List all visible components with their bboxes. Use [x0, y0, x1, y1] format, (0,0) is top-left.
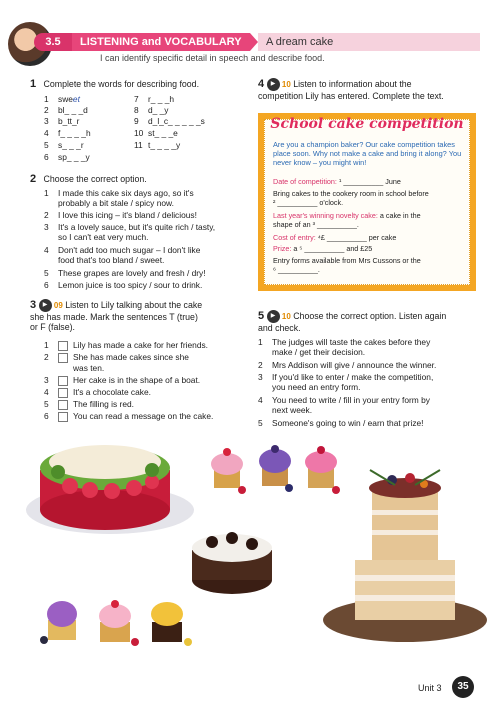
list-item: 1 I made this cake six days ago, so it's probably a bit stale / spicy now. — [44, 188, 194, 208]
poster-last-year-line: Last year's winning novelty cake: a cake in the shape of an ³ __________. — [273, 211, 421, 229]
exercise-number: 2 — [30, 173, 37, 185]
poster-title: School cake competition — [270, 116, 464, 132]
section-subtitle: A dream cake — [258, 33, 480, 51]
list-item: 6 You can read a message on the cake. — [44, 411, 214, 421]
list-item: 4 You need to write / fill in your entry form by next week. — [258, 395, 430, 415]
exercise-instruction: Listen to information about the — [293, 78, 412, 89]
audio-icon[interactable]: ▶ — [39, 299, 52, 312]
poster-date-line: Date of competition: ¹ __________ June — [273, 177, 401, 186]
list-item: 4 It's a chocolate cake. — [44, 387, 151, 397]
competition-poster — [258, 113, 476, 291]
list-item: 2 I love this icing – it's bland / delicious! — [44, 210, 197, 220]
rose-cake-image — [26, 445, 194, 534]
list-item: 5 The filling is red. — [44, 399, 134, 409]
list-item: 1 The judges will taste the cakes before they make / get their decision. — [258, 337, 431, 357]
track-number: 10 — [281, 79, 291, 89]
poster-forms-line: Entry forms available from Mrs Cussons or the ⁶ __________. — [273, 256, 421, 274]
header-arrow — [250, 33, 258, 51]
naked-cake-image — [323, 470, 487, 642]
list-item: 3 If you'd like to enter / make the competition, you need an entry form. — [258, 372, 434, 392]
poster-cost-line: Cost of entry: ⁴£ __________ per cake — [273, 233, 397, 242]
exercise-instruction-line: competition Lily has entered. Complete the text. — [258, 91, 444, 101]
track-number: 10 — [281, 311, 291, 321]
list-item: 8 d_ _y — [134, 105, 169, 115]
true-false-box[interactable] — [58, 388, 68, 398]
list-item: 11 t_ _ _ _y — [134, 140, 181, 150]
list-item: 4 Don't add too much sugar – I don't like food that's too bland / sweet. — [44, 245, 201, 265]
list-item: 2 Mrs Addison will give / announce the winner. — [258, 360, 437, 370]
list-item: 4 f_ _ _ _h — [44, 128, 91, 138]
audio-icon[interactable]: ▶ — [267, 78, 280, 91]
exercise-1-heading — [30, 78, 199, 90]
exercise-instruction: Choose the correct option. Listen again — [293, 310, 447, 321]
list-item: 6 Lemon juice is too spicy / sour to drink. — [44, 280, 203, 290]
list-item: 5 Someone's going to win / earn that prize! — [258, 418, 424, 428]
section-title: LISTENING and VOCABULARY — [72, 33, 250, 51]
exercise-instruction: Choose the correct option. — [43, 174, 147, 184]
cupcakes-top-image — [211, 445, 340, 494]
poster-bring-line: Bring cakes to the cookery room in school before ² __________ o'clock. — [273, 189, 429, 207]
poster-prize-line: Prize: a ⁵ __________ and £25 — [273, 244, 373, 253]
exercise-number: 3 — [30, 298, 37, 311]
audio-icon[interactable]: ▶ — [267, 310, 280, 323]
cake-photos — [0, 430, 492, 675]
list-item: 1 sweet — [44, 94, 80, 104]
true-false-box[interactable] — [58, 412, 68, 422]
learning-objective: I can identify specific detail in speech and describe food. — [100, 53, 325, 63]
true-false-box[interactable] — [58, 341, 68, 351]
chocolate-cake-image — [192, 532, 272, 594]
exercise-instruction-line: she has made. Mark the sentences T (true) — [30, 312, 198, 322]
list-item: 5 These grapes are lovely and fresh / dry! — [44, 268, 206, 278]
exercise-5-heading — [258, 310, 483, 333]
list-item: 6 sp_ _ _y — [44, 152, 90, 162]
exercise-2-heading — [30, 173, 147, 185]
list-item: 10 st_ _ _e — [134, 128, 178, 138]
exercise-instruction-line: or F (false). — [30, 322, 75, 332]
list-item: 2 She has made cakes since she was ten. — [44, 352, 189, 373]
list-item: 3 It's a lovely sauce, but it's quite rich / tasty, so I can't eat very much. — [44, 222, 216, 242]
true-false-box[interactable] — [58, 353, 68, 363]
list-item: 5 s_ _ _r — [44, 140, 84, 150]
unit-label: Unit 3 — [418, 683, 442, 693]
exercise-instruction: Listen to Lily talking about the cake — [65, 299, 203, 310]
exercise-3-heading — [30, 299, 235, 332]
true-false-box[interactable] — [58, 400, 68, 410]
exercise-number: 1 — [30, 78, 37, 90]
poster-body — [264, 116, 470, 285]
list-item: 1 Lily has made a cake for her friends. — [44, 340, 208, 350]
poster-intro: Are you a champion baker? Our cake competition takes place soon. Why not make a cake and bring it along? You never know – you might win! — [273, 140, 462, 167]
true-false-box[interactable] — [58, 376, 68, 386]
list-item: 3 b_tt_r — [44, 116, 80, 126]
exercise-instruction-line: and check. — [258, 323, 301, 333]
exercise-number: 5 — [258, 309, 265, 322]
list-item: 3 Her cake is in the shape of a boat. — [44, 375, 201, 385]
page-number: 35 — [452, 676, 474, 698]
list-item: 2 bl_ _ _d — [44, 105, 88, 115]
list-item: 7 r_ _ _h — [134, 94, 175, 104]
track-number: 09 — [53, 300, 63, 310]
exercise-4-heading — [258, 78, 483, 101]
exercise-instruction: Complete the words for describing food. — [43, 79, 200, 89]
exercise-number: 4 — [258, 77, 265, 90]
section-number: 3.5 — [34, 33, 72, 51]
list-item: 9 d_l_c_ _ _ _ _s — [134, 116, 205, 126]
cupcakes-bottom-image — [40, 600, 192, 646]
